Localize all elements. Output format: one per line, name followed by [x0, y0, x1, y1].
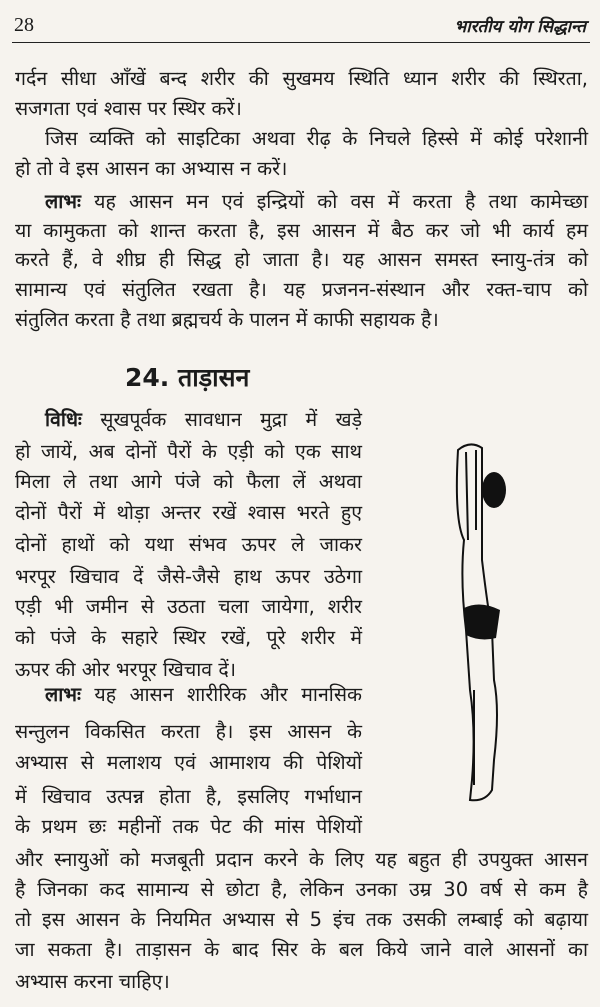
text-line: के प्रथम छः महीनों तक पेट की मांस पेशियों: [15, 815, 362, 838]
text-line: एड़ी भी जमीन से उठता चला जायेगा, शरीर: [15, 595, 362, 618]
shorts: [464, 604, 500, 639]
text-line: भरपूर खिचाव दें जैसे-जैसे हाथ ऊपर उठेगा: [15, 565, 362, 588]
tadasana-figure-illustration: [430, 430, 540, 810]
labh-label: लाभः: [45, 683, 81, 706]
text-line: सजगता एवं श्वास पर स्थिर करें।: [15, 97, 242, 120]
text-line: सन्तुलन विकसित करता है। इस आसन के: [15, 720, 362, 743]
section-title: 24. ताड़ासन: [125, 363, 250, 392]
header-rule: [12, 42, 590, 43]
text-line: लाभः यह आसन मन एवं इन्द्रियों को वस में करता है तथा कामेच्छा: [45, 190, 588, 213]
text-line: है जिनका कद सामान्य से छोटा है, लेकिन उनका उम्र 30 वर्ष से कम है: [15, 878, 588, 901]
text-line: अभ्यास से मलाशय एवं आमाशय की पेशियों: [15, 751, 362, 774]
text-line: हो जायें, अब दोनों पैरों के एड़ी को एक साथ: [15, 440, 362, 463]
labh-label: लाभः: [45, 190, 81, 213]
text-line: जा सकता है। ताड़ासन के बाद सिर के बल किये जाने वाले आसनों का: [15, 938, 588, 961]
text-line: मिला ले तथा आगे पंजे को फैला लें अथवा: [15, 470, 362, 493]
text-line: अभ्यास करना चाहिए।: [15, 970, 170, 993]
text-line: हो तो वे इस आसन का अभ्यास न करें।: [15, 157, 288, 180]
head: [482, 472, 506, 508]
text-line: या कामुकता को शान्त करता है, इस आसन में बैठ कर जो भी कार्य हम: [15, 219, 588, 242]
text-line: विधिः सूखपूर्वक सावधान मुद्रा में खड़े: [45, 408, 363, 431]
running-title: भारतीय योग सिद्धान्त: [454, 17, 586, 37]
text-line: दोनों हाथों को यथा संभव ऊपर ले जाकर: [15, 533, 362, 556]
text-line: और स्नायुओं को मजबूती प्रदान करने के लिए यह बहुत ही उपयुक्त आसन: [15, 848, 588, 871]
text-line: ऊपर की ओर भरपूर खिचाव दें।: [15, 658, 237, 681]
page-number: 28: [14, 14, 34, 36]
text-line: करते हैं, वे शीघ्र ही सिद्ध हो जाता है। यह आसन समस्त स्नायु-तंत्र को: [15, 248, 588, 271]
text-line: संतुलित करता है तथा ब्रह्मचर्य के पालन में काफी सहायक है।: [15, 308, 439, 331]
text-line: में खिचाव उत्पन्न होता है, इसलिए गर्भाधान: [15, 785, 362, 808]
text-line: सामान्य एवं संतुलित रखता है। यह प्रजनन-संस्थान और रक्त-चाप को: [15, 278, 588, 301]
text-line: को पंजे के सहारे स्थिर रखें, पूरे शरीर में: [15, 626, 362, 649]
text-line: जिस व्यक्ति को साइटिका अथवा रीढ़ के निचले हिस्से में कोई परेशानी: [45, 127, 588, 150]
vidhi-label: विधिः: [45, 408, 82, 431]
text-line: गर्दन सीधा आँखें बन्द शरीर की सुखमय स्थिति ध्यान शरीर की स्थिरता,: [15, 67, 588, 90]
text-line: लाभः यह आसन शारीरिक और मानसिक: [45, 683, 362, 706]
text-line: तो इस आसन के नियमित अभ्यास से 5 इंच तक उसकी लम्बाई को बढ़ाया: [15, 908, 588, 931]
text-line: दोनों पैरों में थोड़ा अन्तर रखें श्वास भरते हुए: [15, 501, 362, 524]
